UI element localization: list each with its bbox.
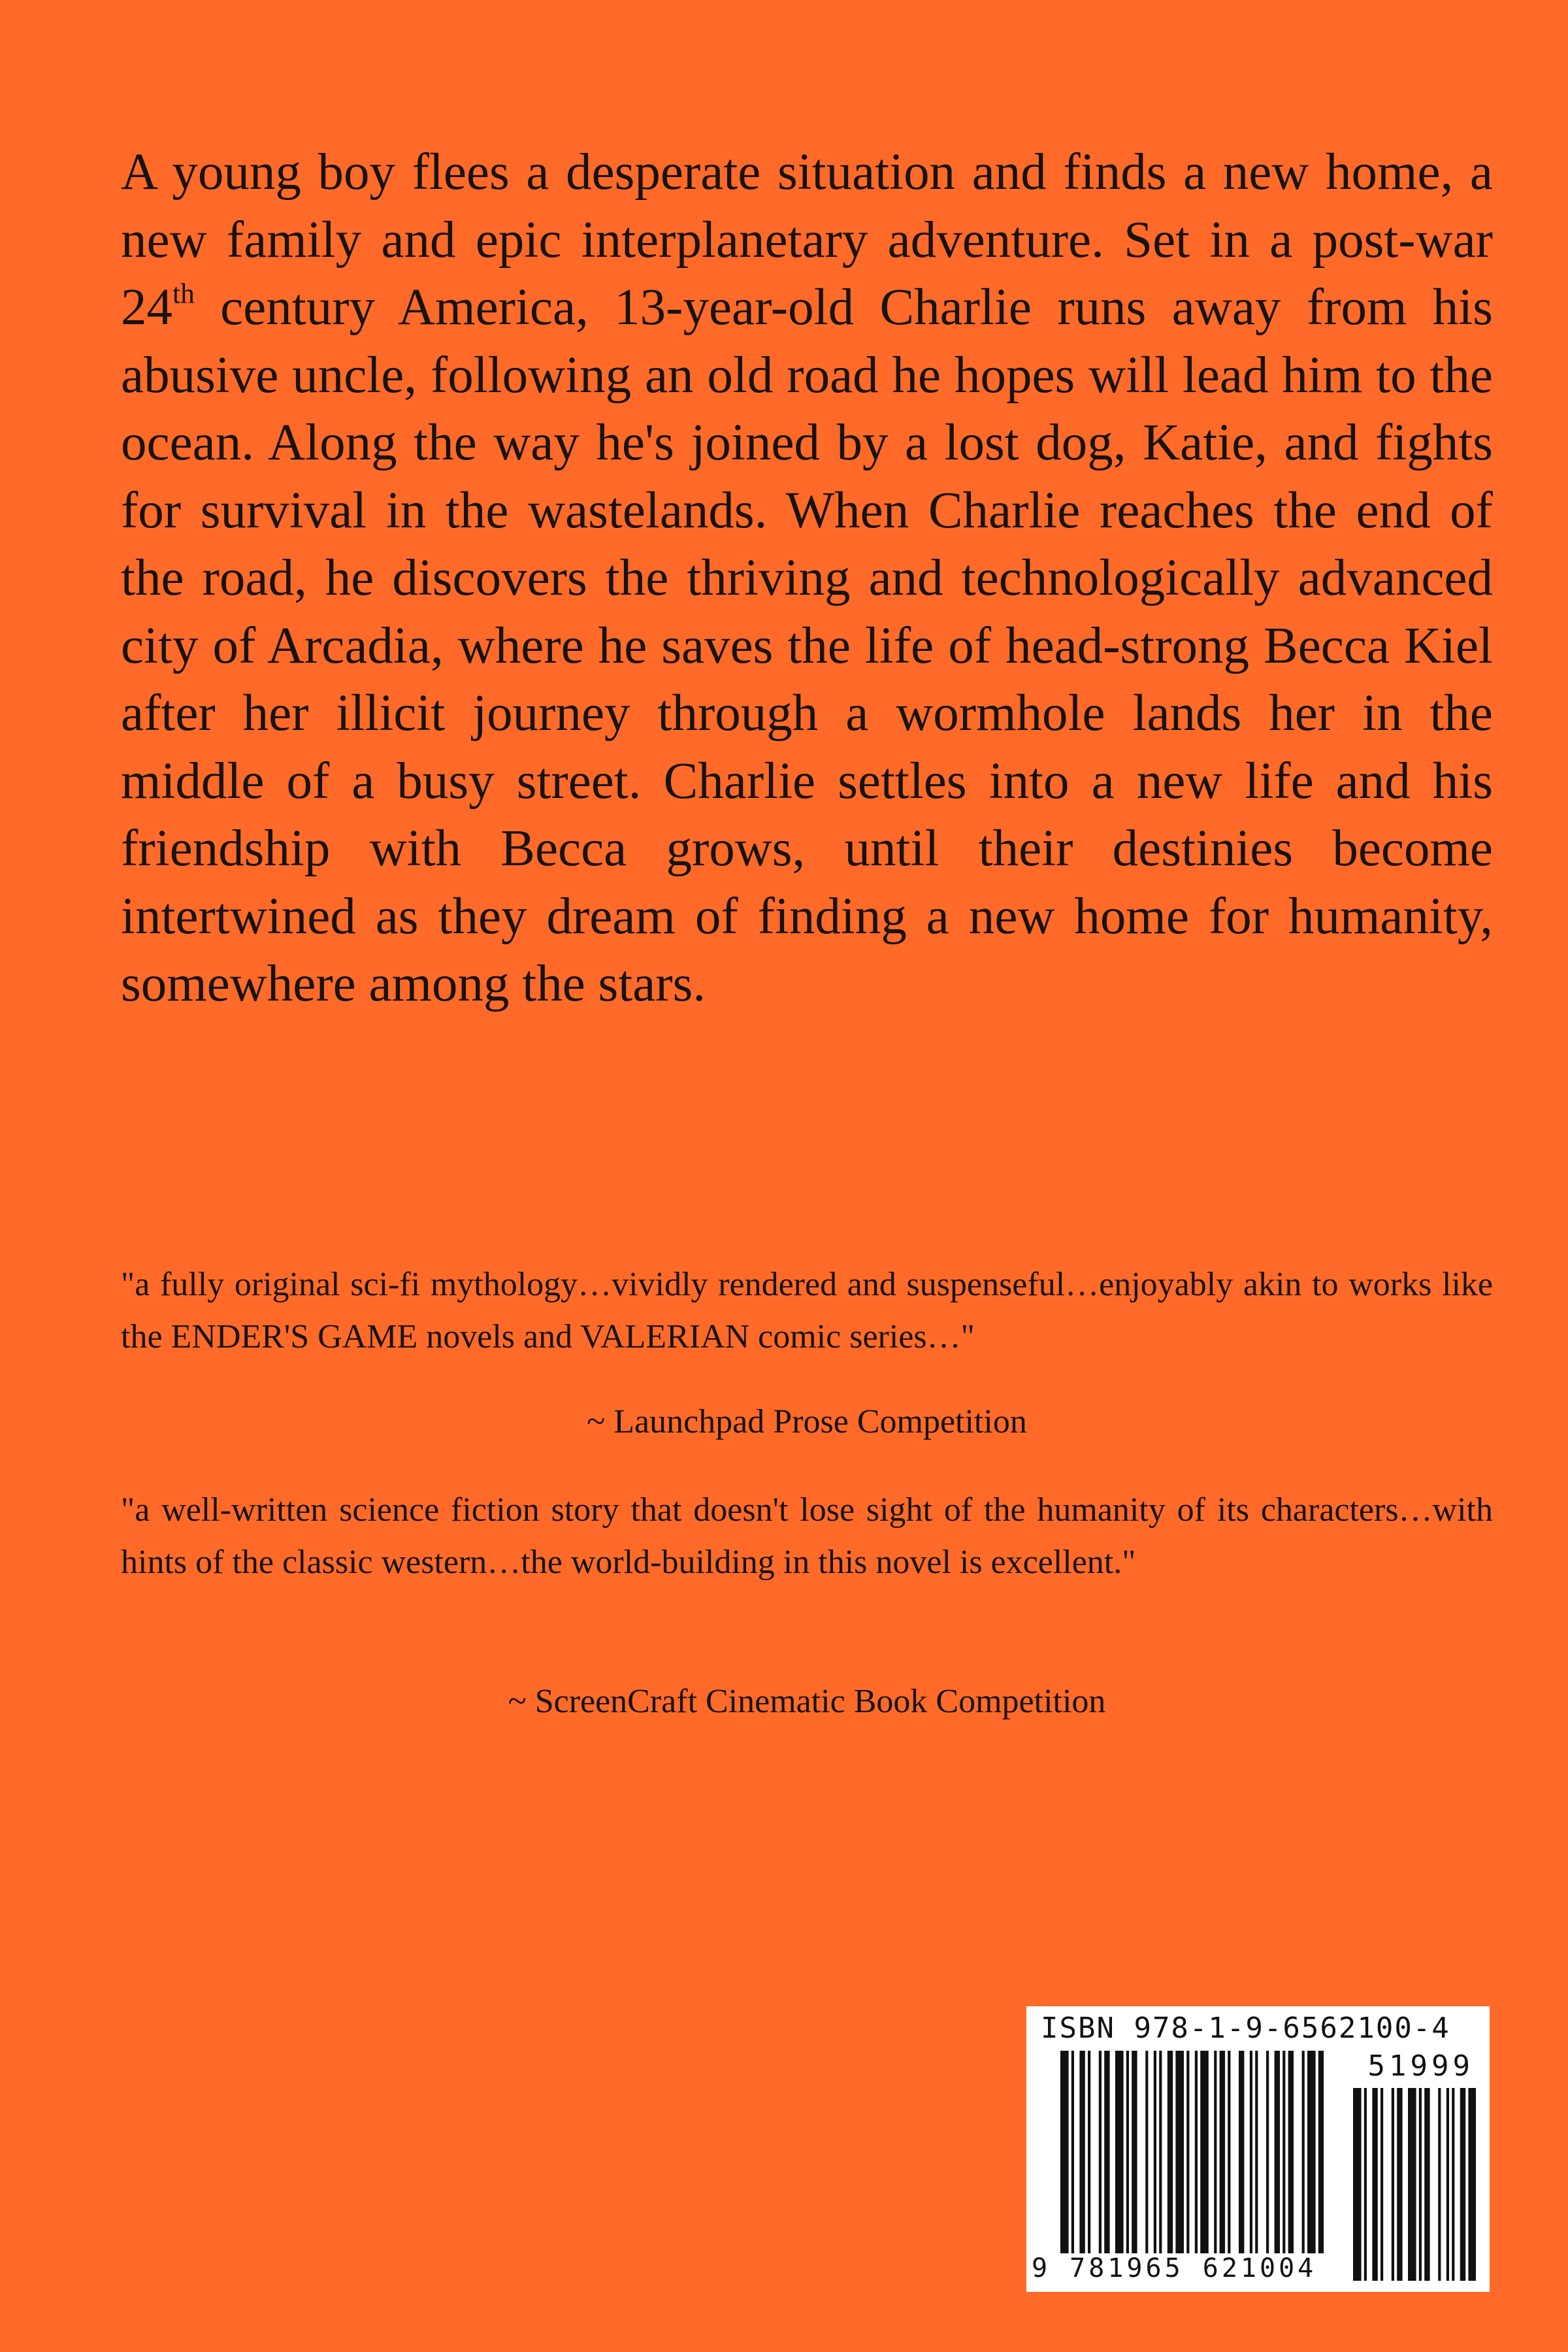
barcode-bar: [1288, 2051, 1294, 2253]
barcode-bar: [1115, 2051, 1124, 2253]
barcode-bar: [1220, 2051, 1225, 2253]
barcode-bar: [1275, 2051, 1280, 2253]
barcode-bar: [1126, 2051, 1129, 2253]
barcode-bar: [1195, 2051, 1198, 2276]
isbn-label: ISBN 978-1-9-6562100-4: [1041, 2012, 1450, 2045]
review-quote: "a well-written science fiction story that doesn't lose sight of the humanity of its characters…with hints of the classic western…the world-building in this novel is excellent.": [121, 1491, 1493, 1581]
barcode-bar: [1452, 2088, 1454, 2281]
barcode-bar: [1145, 2051, 1148, 2253]
ean-digits: 9 781965 621004: [1032, 2253, 1332, 2283]
barcode-bar: [1159, 2051, 1162, 2253]
blurb-text-start: A young boy flees a desperate situation and finds a new home, a new family and epic interplanetary adventure. Set in a post-war 24: [121, 144, 1493, 336]
review-attribution: ~ ScreenCraft Cinematic Book Competition: [508, 1683, 1106, 1720]
barcode-bar: [1424, 2088, 1429, 2281]
barcode-bar: [1446, 2088, 1449, 2281]
review-quote: "a fully original sci-fi mythology…vividly rendered and suspenseful…enjoyably akin to works like the ENDER'S GAME novels and VALERIAN comic series…": [121, 1266, 1493, 1355]
barcode-bar: [1364, 2088, 1367, 2281]
barcode-bar: [1438, 2088, 1441, 2281]
barcode-bar: [1239, 2051, 1244, 2253]
barcode-bar: [1088, 2051, 1090, 2253]
barcode-bar: [1318, 2051, 1324, 2276]
barcode-bar: [1175, 2051, 1184, 2253]
price-code: 51999: [1367, 2049, 1474, 2083]
barcode-bar: [1186, 2051, 1189, 2276]
barcode-bar: [1392, 2088, 1394, 2281]
barcode-bar: [1468, 2088, 1476, 2281]
barcode-bar: [1071, 2051, 1074, 2276]
barcode-bar: [1460, 2088, 1465, 2281]
barcode-bar: [1154, 2051, 1156, 2253]
barcode-bar: [1060, 2051, 1069, 2276]
barcode-bar: [1255, 2051, 1258, 2253]
barcode-bar: [1132, 2051, 1137, 2253]
barcode-bar: [1200, 2051, 1209, 2253]
barcode-bar: [1307, 2051, 1316, 2253]
barcode-bar: [1419, 2088, 1422, 2281]
book-blurb: [121, 139, 1493, 1018]
barcode-bar: [1372, 2088, 1377, 2281]
barcode-bar: [1302, 2051, 1305, 2253]
barcode-bar: [1397, 2088, 1402, 2281]
barcode-bar: [1380, 2088, 1383, 2281]
barcode-bar: [1282, 2051, 1285, 2253]
isbn-barcode: [1026, 2006, 1490, 2292]
barcode-bar: [1266, 2051, 1269, 2253]
barcode-bar: [1353, 2088, 1362, 2281]
barcode-bar: [1099, 2051, 1102, 2253]
barcode-bar: [1168, 2051, 1173, 2253]
review-attribution: ~ Launchpad Prose Competition: [587, 1403, 1027, 1440]
blurb-text-end: century America, 13-year-old Charlie runs away from his abusive uncle, following an old road he hopes will lead him to the ocean. Along the way he's joined by a lost dog, Katie, and fights for survival in the wastelands. When Charlie reaches the end of the road, he discovers the thriving and technologically advanced city of Arcadia, where he saves the life of head-strong Becca Kiel after her illicit journey through a wormhole lands her in the middle of a busy street. Charlie settles into a new life and his friendship with Becca grows, until their destinies become intertwined as they dream of finding a new home for humanity, somewhere among the stars.: [121, 279, 1493, 1012]
barcode-bar: [1079, 2051, 1085, 2253]
blurb-superscript: th: [172, 278, 195, 310]
barcode-bar: [1408, 2088, 1416, 2281]
barcode-bar: [1250, 2051, 1252, 2253]
barcode-bar: [1228, 2051, 1230, 2253]
barcode-bar: [1104, 2051, 1109, 2253]
barcode-bar: [1214, 2051, 1217, 2253]
